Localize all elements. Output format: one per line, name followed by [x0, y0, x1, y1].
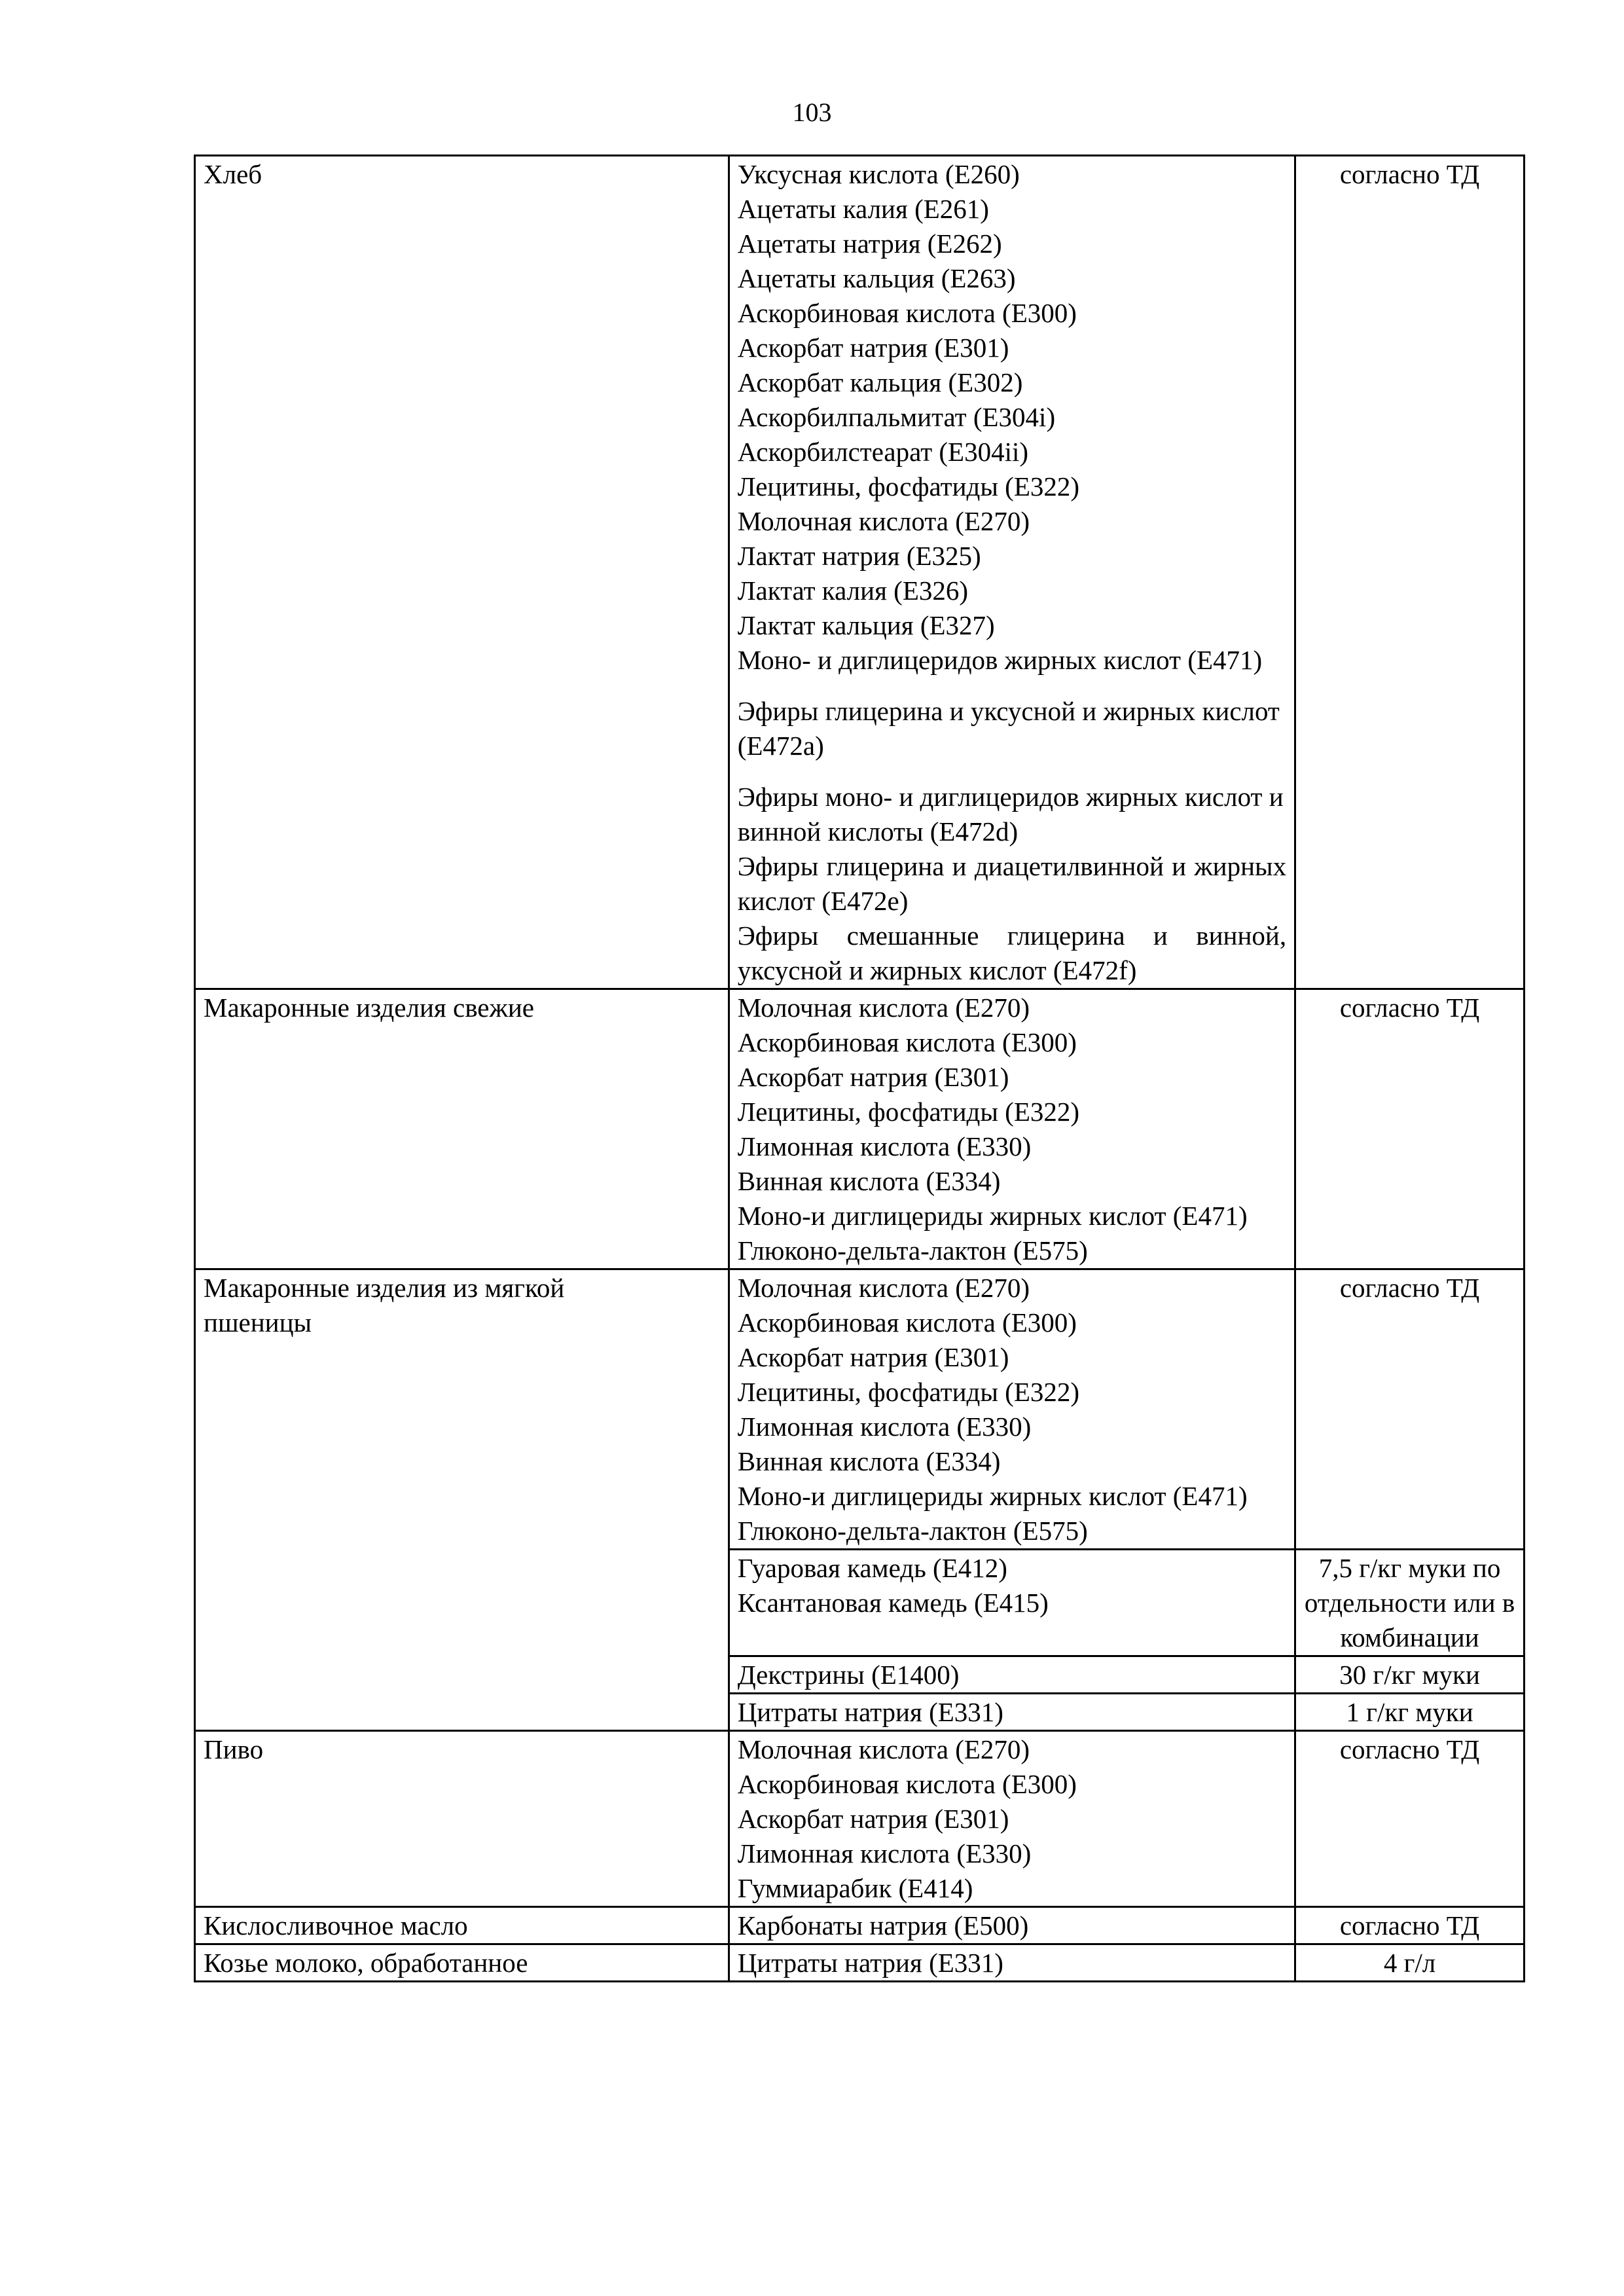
- additive-item: Молочная кислота (E270): [737, 1734, 1030, 1764]
- additives-cell: [729, 156, 1295, 989]
- additive-item: Лактат калия (E326): [737, 575, 969, 606]
- product-name: Кислосливочное масло: [204, 1910, 468, 1941]
- level-cell: согласно ТД: [1295, 1907, 1525, 1944]
- additive-item: Уксусная кислота (E260): [737, 159, 1020, 189]
- additives-cell: [729, 1656, 1295, 1694]
- additive-item: Лецитины, фосфатиды (E322): [737, 471, 1080, 501]
- product-cell: [195, 1907, 729, 1944]
- product-cell: [195, 1944, 729, 1982]
- additives-cell: [729, 1944, 1295, 1982]
- level-cell: согласно ТД: [1295, 156, 1525, 989]
- additive-item: Аскорбилстеарат (E304ii): [737, 437, 1029, 467]
- additive-item: Аскорбат натрия (E301): [737, 333, 1009, 363]
- additive-item: Карбонаты натрия (E500): [737, 1910, 1029, 1941]
- product-name: Макаронные изделия свежие: [204, 993, 534, 1023]
- additive-item: Лимонная кислота (E330): [737, 1131, 1032, 1161]
- additive-item: Эфиры глицерина и диацетилвинной и жирных кислот (E472e): [737, 851, 1287, 916]
- additive-item: Молочная кислота (E270): [737, 506, 1030, 536]
- additive-item: Гуммиарабик (E414): [737, 1873, 973, 1903]
- additive-item: Моно-и диглицериды жирных кислот (E471): [737, 1201, 1248, 1231]
- product-name: пшеницы: [204, 1307, 312, 1338]
- additive-item: Лимонная кислота (E330): [737, 1412, 1032, 1442]
- additive-item: Цитраты натрия (E331): [737, 1948, 1003, 1978]
- table-row: [195, 156, 1525, 989]
- additive-item: Лецитины, фосфатиды (E322): [737, 1097, 1080, 1127]
- product-cell: [195, 989, 729, 1269]
- additive-item: Ксантановая камедь (E415): [737, 1588, 1049, 1618]
- table-row: [195, 1944, 1525, 1982]
- level-cell: 7,5 г/кг муки по отдельности или в комбинации: [1295, 1550, 1525, 1656]
- additive-item: Молочная кислота (E270): [737, 1273, 1030, 1303]
- product-name: Пиво: [204, 1734, 264, 1764]
- additive-item: Эфиры моно- и диглицеридов жирных кислот и винной кислоты (E472d): [737, 782, 1284, 847]
- level-cell: 30 г/кг муки: [1295, 1656, 1525, 1694]
- additive-item: Винная кислота (E334): [737, 1446, 1001, 1476]
- additives-cell: [729, 1731, 1295, 1907]
- additive-item: Молочная кислота (E270): [737, 993, 1030, 1023]
- additive-item: Аскорбиновая кислота (E300): [737, 1027, 1077, 1057]
- level-cell: 1 г/кг муки: [1295, 1694, 1525, 1731]
- additive-item: Моно- и диглицеридов жирных кислот (E471): [737, 645, 1263, 675]
- product-cell: [195, 156, 729, 989]
- additive-item: Моно-и диглицериды жирных кислот (E471): [737, 1481, 1248, 1511]
- additives-table: [194, 155, 1525, 1982]
- additive-item: Аскорбат натрия (E301): [737, 1342, 1009, 1372]
- additive-item: Глюконо-дельта-лактон (E575): [737, 1516, 1088, 1546]
- additive-item: Аскорбиновая кислота (E300): [737, 1769, 1077, 1799]
- additive-item: Лактат натрия (E325): [737, 541, 981, 571]
- additive-item: Ацетаты калия (E261): [737, 194, 989, 224]
- table-row: [195, 989, 1525, 1269]
- additive-item: Аскорбат натрия (E301): [737, 1062, 1009, 1092]
- table-row: [195, 1731, 1525, 1907]
- additives-cell: [729, 1269, 1295, 1550]
- table-row: [195, 1269, 1525, 1550]
- additive-item: Аскорбилпальмитат (E304i): [737, 402, 1056, 432]
- product-cell: [195, 1731, 729, 1907]
- additives-cell: [729, 1550, 1295, 1656]
- additive-item: Цитраты натрия (E331): [737, 1697, 1003, 1727]
- additive-item: Эфиры смешанные глицерина и винной, уксусной и жирных кислот (E472f): [737, 920, 1287, 985]
- additives-cell: [729, 1694, 1295, 1731]
- level-cell: согласно ТД: [1295, 989, 1525, 1269]
- additive-item: Лецитины, фосфатиды (E322): [737, 1377, 1080, 1407]
- level-cell: согласно ТД: [1295, 1269, 1525, 1550]
- additive-item: Ацетаты кальция (E263): [737, 263, 1016, 293]
- table-row: [195, 1907, 1525, 1944]
- additive-item: Лимонная кислота (E330): [737, 1838, 1032, 1868]
- product-name: Козье молоко, обработанное: [204, 1948, 528, 1978]
- page-number: 103: [792, 98, 832, 127]
- additive-item: Аскорбат натрия (E301): [737, 1804, 1009, 1834]
- additive-item: Винная кислота (E334): [737, 1166, 1001, 1196]
- additive-item: Ацетаты натрия (E262): [737, 228, 1002, 259]
- level-cell: 4 г/л: [1295, 1944, 1525, 1982]
- additive-item: Аскорбиновая кислота (E300): [737, 298, 1077, 328]
- additive-item: Глюконо-дельта-лактон (E575): [737, 1235, 1088, 1266]
- additive-item: Гуаровая камедь (E412): [737, 1553, 1007, 1583]
- additive-item: Эфиры глицерина и уксусной и жирных кислот (E472a): [737, 696, 1280, 761]
- additive-item: Лактат кальция (E327): [737, 610, 995, 640]
- additives-cell: [729, 1907, 1295, 1944]
- product-name: Хлеб: [204, 159, 262, 189]
- product-name: Макаронные изделия из мягкой: [204, 1273, 565, 1303]
- additives-cell: [729, 989, 1295, 1269]
- level-cell: согласно ТД: [1295, 1731, 1525, 1907]
- additive-item: Аскорбиновая кислота (E300): [737, 1307, 1077, 1338]
- product-cell: [195, 1269, 729, 1731]
- additive-item: Аскорбат кальция (E302): [737, 367, 1023, 397]
- additive-item: Декстрины (E1400): [737, 1660, 960, 1690]
